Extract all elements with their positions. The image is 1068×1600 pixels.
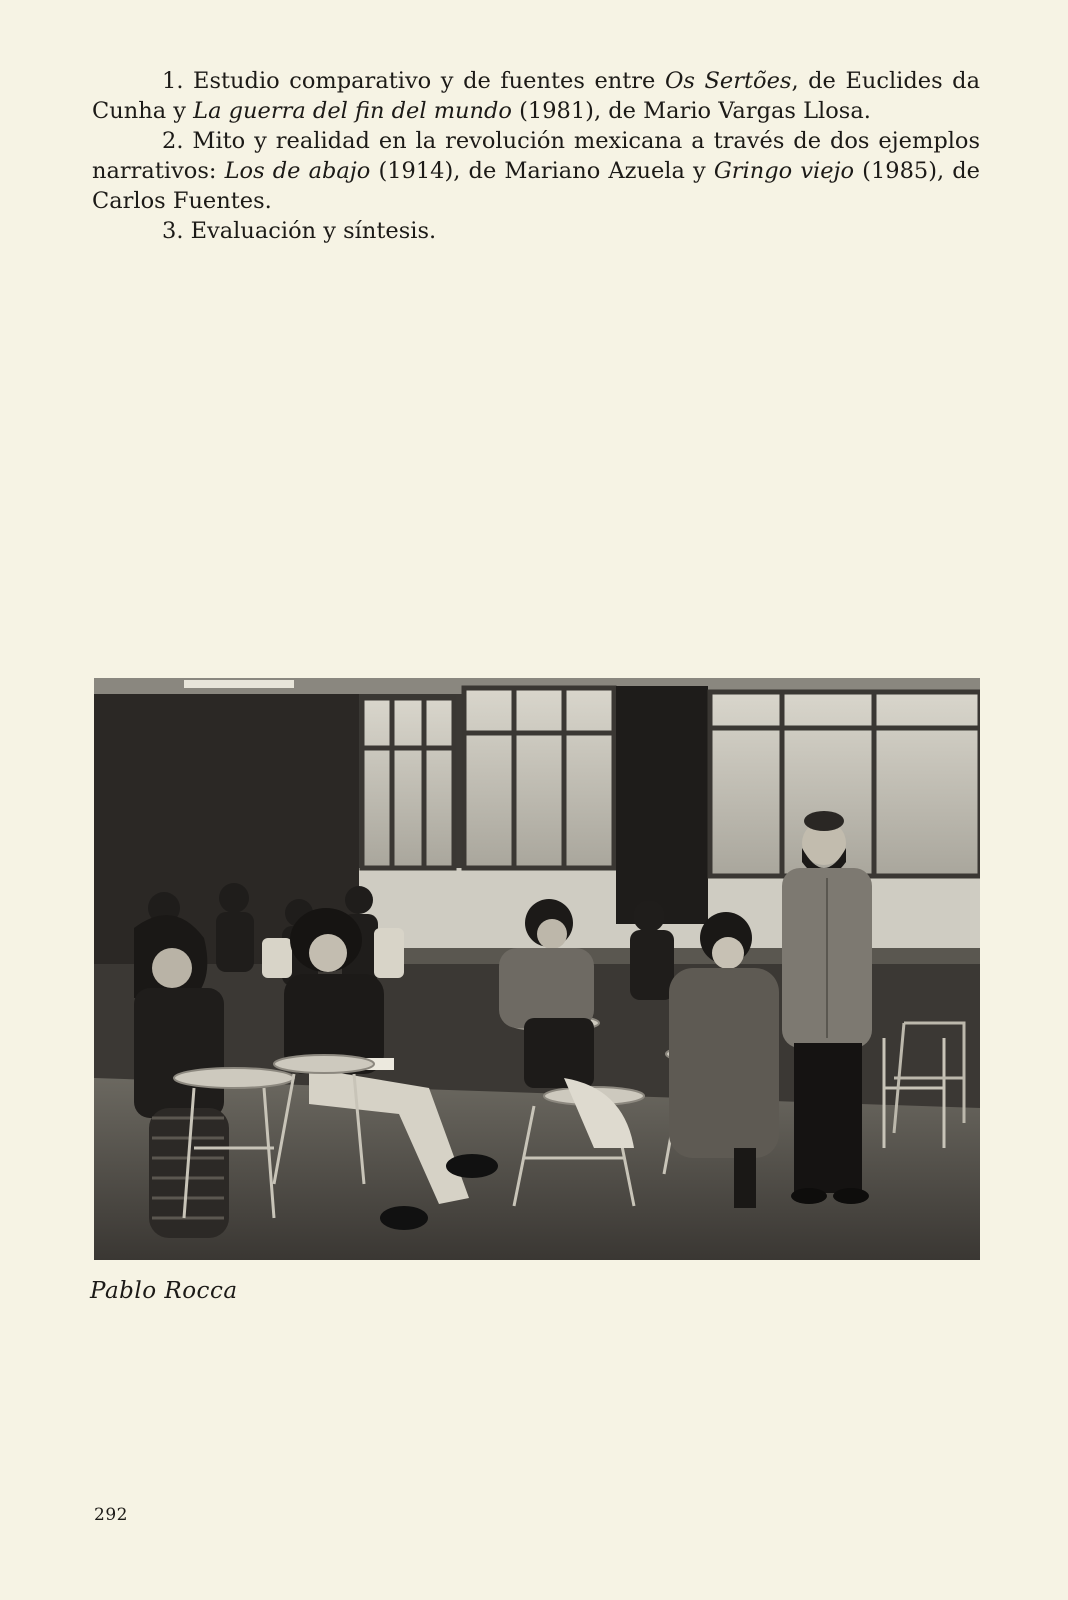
classroom-photo — [94, 678, 980, 1260]
item-text: Evaluación y síntesis. — [190, 218, 437, 244]
item-number: 2. — [162, 128, 184, 154]
list-item — [92, 126, 980, 216]
item-text: Mito y realidad en la revolución mexicana a través de dos ejemplos narrativos: Los de abajo (1914), de Mariano Azuela y Gringo viejo (1985), de Carlos Fuentes. — [92, 128, 981, 214]
book-title: Gringo viejo — [713, 158, 855, 184]
book-title: Os Sertões — [664, 68, 792, 94]
page-number: 292 — [94, 1505, 128, 1525]
numbered-list — [92, 66, 980, 246]
item-text: Estudio comparativo y de fuentes entre Os Sertões, de Euclides da Cunha y La guerra del fin del mundo (1981), de Mario Vargas Llosa. — [92, 68, 980, 124]
list-item — [92, 66, 980, 126]
book-title: La guerra del fin del mundo — [193, 98, 512, 124]
item-number: 1. — [162, 68, 184, 94]
photo-caption: Pablo Rocca — [90, 1278, 238, 1304]
book-title: Los de abajo — [224, 158, 371, 184]
item-number: 3. — [162, 218, 184, 244]
list-item — [92, 216, 980, 246]
photo-illustration — [94, 678, 980, 1260]
